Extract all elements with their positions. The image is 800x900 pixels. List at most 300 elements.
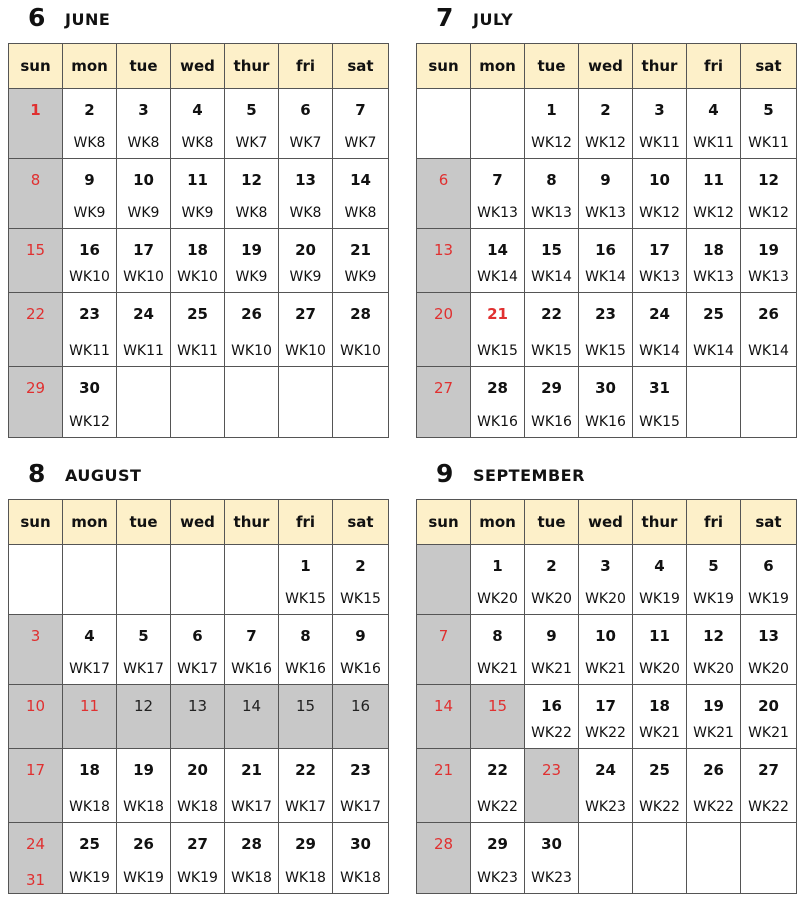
day-number: 6	[438, 171, 449, 189]
weekday-header-sun: sun	[9, 500, 63, 545]
day-number: 28	[241, 835, 262, 853]
weekday-header-tue: tue	[117, 44, 171, 89]
day-cell-content	[633, 749, 686, 822]
week-number: WK21	[639, 725, 680, 741]
day-cell	[525, 293, 579, 367]
day-number: 16	[595, 241, 616, 259]
day-cell-content	[117, 823, 170, 893]
week-number: WK18	[231, 870, 272, 886]
empty-day-cell	[687, 823, 741, 894]
week-number: WK21	[693, 725, 734, 741]
day-cell-content	[741, 293, 796, 366]
weekday-header-thur: thur	[225, 44, 279, 89]
day-cell-content	[471, 229, 524, 292]
day-number: 1	[546, 101, 557, 119]
day-number: 19	[241, 241, 262, 259]
day-cell-content	[525, 823, 578, 893]
week-number: WK16	[477, 414, 518, 430]
day-number: 23	[350, 761, 371, 779]
day-cell	[525, 749, 579, 823]
day-cell	[417, 159, 471, 229]
day-cell	[633, 229, 687, 293]
day-cell-content	[471, 749, 524, 822]
day-cell-content	[63, 89, 116, 158]
empty-day-cell	[225, 367, 279, 438]
day-number: 15	[295, 697, 316, 715]
day-cell	[63, 229, 117, 293]
week-number: WK23	[531, 870, 572, 886]
day-cell	[417, 367, 471, 438]
day-cell-content	[333, 615, 388, 684]
day-cell-content	[525, 615, 578, 684]
day-cell-content	[333, 545, 388, 614]
day-cell	[417, 749, 471, 823]
day-cell	[525, 545, 579, 615]
day-cell	[633, 685, 687, 749]
day-cell	[687, 229, 741, 293]
day-number: 18	[703, 241, 724, 259]
day-number: 20	[758, 697, 779, 715]
day-number: 21	[241, 761, 262, 779]
day-number: 2	[546, 557, 557, 575]
week-number: WK8	[73, 135, 106, 151]
week-number: WK19	[69, 870, 110, 886]
week-number: WK22	[477, 799, 518, 815]
week-number: WK7	[344, 135, 377, 151]
day-cell-content	[471, 89, 524, 158]
week-number: WK11	[693, 135, 734, 151]
week-number: WK20	[531, 591, 572, 607]
day-number: 11	[79, 697, 100, 715]
day-cell	[333, 229, 389, 293]
day-cell	[225, 159, 279, 229]
day-cell-content	[171, 89, 224, 158]
day-cell	[471, 545, 525, 615]
week-number: WK7	[289, 135, 322, 151]
day-cell-content	[687, 367, 740, 437]
calendar-body	[417, 89, 797, 438]
weekday-header-thur: thur	[633, 44, 687, 89]
day-cell	[279, 749, 333, 823]
day-cell-content	[471, 159, 524, 228]
weekday-header-sun: sun	[9, 44, 63, 89]
day-cell-content	[279, 293, 332, 366]
day-cell	[63, 823, 117, 894]
week-number: WK7	[235, 135, 268, 151]
empty-day-cell	[117, 545, 171, 615]
day-cell-content	[117, 159, 170, 228]
week-number: WK9	[127, 205, 160, 221]
day-number: 19	[703, 697, 724, 715]
weekday-header-mon: mon	[63, 44, 117, 89]
week-number: WK14	[693, 343, 734, 359]
month-number: 7	[436, 3, 454, 32]
day-cell-content	[579, 367, 632, 437]
week-row	[9, 89, 389, 159]
day-cell	[633, 749, 687, 823]
day-cell	[579, 293, 633, 367]
day-cell-content	[117, 367, 170, 437]
day-cell-content	[687, 293, 740, 366]
day-number: 13	[187, 697, 208, 715]
week-row	[417, 615, 797, 685]
day-cell	[117, 89, 171, 159]
day-cell	[9, 159, 63, 229]
day-cell-content	[633, 293, 686, 366]
day-cell-content	[471, 823, 524, 893]
day-number-secondary: 31	[25, 871, 46, 889]
day-number: 7	[246, 627, 257, 645]
day-number: 17	[25, 761, 46, 779]
week-number: WK15	[285, 591, 326, 607]
week-number: WK22	[693, 799, 734, 815]
day-cell	[117, 823, 171, 894]
day-cell-content	[333, 749, 388, 822]
week-number: WK16	[285, 661, 326, 677]
day-cell	[633, 159, 687, 229]
day-number: 19	[758, 241, 779, 259]
day-number: 13	[433, 241, 454, 259]
week-row	[9, 615, 389, 685]
week-number: WK8	[235, 205, 268, 221]
day-number: 14	[350, 171, 371, 189]
week-number: WK10	[285, 343, 326, 359]
day-cell-content	[333, 823, 388, 893]
day-number: 12	[133, 697, 154, 715]
day-number: 8	[300, 627, 311, 645]
week-number: WK22	[639, 799, 680, 815]
day-cell	[117, 615, 171, 685]
week-number: WK9	[73, 205, 106, 221]
day-cell-content	[417, 545, 470, 614]
day-number: 25	[187, 305, 208, 323]
day-cell-content	[225, 293, 278, 366]
day-cell-content	[9, 89, 62, 158]
week-row	[417, 229, 797, 293]
day-cell-content	[741, 823, 796, 893]
day-number: 17	[595, 697, 616, 715]
day-cell	[417, 823, 471, 894]
day-number: 26	[758, 305, 779, 323]
month-name: SEPTEMBER	[473, 466, 585, 485]
month-number: 6	[28, 3, 46, 32]
day-cell-content	[417, 159, 470, 228]
week-number: WK14	[639, 343, 680, 359]
day-cell	[279, 293, 333, 367]
day-number: 14	[241, 697, 262, 715]
day-cell	[687, 545, 741, 615]
day-cell-content	[279, 615, 332, 684]
week-number: WK15	[477, 343, 518, 359]
day-number: 16	[541, 697, 562, 715]
day-cell-content	[417, 229, 470, 292]
day-cell	[471, 749, 525, 823]
month-number: 8	[28, 459, 46, 488]
weekday-header-fri: fri	[687, 44, 741, 89]
week-number: WK10	[123, 269, 164, 285]
day-number: 29	[541, 379, 562, 397]
day-number: 7	[492, 171, 503, 189]
week-number: WK13	[748, 269, 789, 285]
day-number: 22	[295, 761, 316, 779]
day-cell-content	[741, 89, 796, 158]
day-cell-content	[9, 749, 62, 822]
day-number: 12	[703, 627, 724, 645]
day-cell	[9, 367, 63, 438]
week-number: WK13	[531, 205, 572, 221]
day-number: 22	[487, 761, 508, 779]
week-row	[9, 749, 389, 823]
week-number: WK23	[585, 799, 626, 815]
day-cell	[687, 615, 741, 685]
week-number: WK19	[693, 591, 734, 607]
day-cell-content	[525, 749, 578, 822]
day-cell-content	[633, 89, 686, 158]
day-number: 20	[433, 305, 454, 323]
week-number: WK14	[531, 269, 572, 285]
week-number: WK16	[231, 661, 272, 677]
day-cell-content	[333, 293, 388, 366]
day-cell-content	[525, 89, 578, 158]
day-cell-content	[741, 229, 796, 292]
day-number: 3	[138, 101, 149, 119]
week-number: WK11	[177, 343, 218, 359]
empty-day-cell	[9, 545, 63, 615]
weekday-header-sun: sun	[417, 500, 471, 545]
day-cell-content	[579, 685, 632, 748]
day-cell	[63, 159, 117, 229]
day-cell-content	[279, 749, 332, 822]
empty-day-cell	[171, 545, 225, 615]
day-cell	[9, 749, 63, 823]
day-number: 3	[600, 557, 611, 575]
day-number: 6	[300, 101, 311, 119]
month-name: JUNE	[65, 10, 111, 29]
day-number: 4	[654, 557, 665, 575]
day-cell-content	[63, 685, 116, 748]
week-number: WK14	[748, 343, 789, 359]
day-number: 1	[30, 101, 41, 119]
day-cell-content	[579, 749, 632, 822]
week-row	[9, 229, 389, 293]
week-row	[9, 159, 389, 229]
day-number: 13	[295, 171, 316, 189]
day-number: 18	[79, 761, 100, 779]
week-number: WK8	[289, 205, 322, 221]
day-cell	[579, 229, 633, 293]
day-cell	[171, 229, 225, 293]
day-cell	[9, 89, 63, 159]
day-cell-content	[333, 159, 388, 228]
day-number: 5	[708, 557, 719, 575]
day-cell-content	[171, 823, 224, 893]
day-cell	[9, 293, 63, 367]
day-cell	[279, 545, 333, 615]
day-number: 3	[30, 627, 41, 645]
day-cell	[471, 615, 525, 685]
day-cell	[471, 685, 525, 749]
week-number: WK22	[748, 799, 789, 815]
weekday-header-sun: sun	[417, 44, 471, 89]
weekday-header-wed: wed	[171, 500, 225, 545]
empty-day-cell	[417, 89, 471, 159]
calendar-grid	[416, 43, 797, 438]
week-number: WK15	[531, 343, 572, 359]
weekday-header-fri: fri	[687, 500, 741, 545]
day-cell	[117, 685, 171, 749]
day-number: 29	[487, 835, 508, 853]
empty-day-cell	[333, 367, 389, 438]
day-number: 16	[350, 697, 371, 715]
day-cell	[417, 293, 471, 367]
day-cell	[279, 823, 333, 894]
week-number: WK19	[177, 870, 218, 886]
day-cell-content	[633, 159, 686, 228]
day-cell-content	[687, 615, 740, 684]
day-number: 8	[546, 171, 557, 189]
day-cell-content	[687, 749, 740, 822]
day-cell	[9, 685, 63, 749]
day-cell	[63, 615, 117, 685]
day-cell	[417, 685, 471, 749]
day-cell-content	[333, 229, 388, 292]
day-cell	[117, 229, 171, 293]
day-cell-content	[225, 823, 278, 893]
weekday-header-tue: tue	[117, 500, 171, 545]
weekday-header-tue: tue	[525, 500, 579, 545]
day-cell	[63, 89, 117, 159]
week-number: WK16	[531, 414, 572, 430]
week-row	[9, 823, 389, 894]
day-number: 30	[541, 835, 562, 853]
day-number: 10	[595, 627, 616, 645]
day-cell-content	[687, 89, 740, 158]
day-number: 15	[25, 241, 46, 259]
day-cell-content	[687, 545, 740, 614]
day-number: 24	[649, 305, 670, 323]
week-number: WK13	[585, 205, 626, 221]
week-number: WK12	[639, 205, 680, 221]
day-cell-content	[633, 685, 686, 748]
day-cell-content	[471, 293, 524, 366]
day-cell	[171, 89, 225, 159]
day-number: 29	[25, 379, 46, 397]
week-row	[417, 293, 797, 367]
day-cell-content	[171, 293, 224, 366]
week-number: WK18	[123, 799, 164, 815]
day-number: 27	[295, 305, 316, 323]
week-number: WK11	[69, 343, 110, 359]
calendar-grid	[8, 43, 389, 438]
day-cell-content	[225, 89, 278, 158]
weekday-header-sat: sat	[333, 500, 389, 545]
day-cell-content	[471, 685, 524, 748]
weekday-header-sat: sat	[741, 44, 797, 89]
day-cell-content	[171, 545, 224, 614]
day-cell-content	[225, 229, 278, 292]
day-number: 30	[350, 835, 371, 853]
week-number: WK16	[585, 414, 626, 430]
day-number: 2	[84, 101, 95, 119]
day-cell	[333, 89, 389, 159]
week-number: WK20	[585, 591, 626, 607]
empty-day-cell	[687, 367, 741, 438]
week-number: WK11	[639, 135, 680, 151]
day-cell	[579, 615, 633, 685]
day-cell-content	[279, 367, 332, 437]
day-cell-content	[117, 685, 170, 748]
day-number: 30	[595, 379, 616, 397]
day-cell-content	[279, 823, 332, 893]
weekday-header-row	[417, 44, 797, 89]
week-row	[9, 685, 389, 749]
day-cell-content	[417, 293, 470, 366]
day-cell-content	[525, 293, 578, 366]
week-number: WK15	[585, 343, 626, 359]
day-cell	[333, 615, 389, 685]
weekday-header-row	[417, 500, 797, 545]
week-row	[417, 89, 797, 159]
day-cell-content	[579, 159, 632, 228]
day-cell	[225, 615, 279, 685]
calendar-grid	[416, 499, 797, 894]
day-cell-content	[417, 367, 470, 437]
week-number: WK15	[340, 591, 381, 607]
empty-day-cell	[225, 545, 279, 615]
day-cell	[333, 545, 389, 615]
empty-day-cell	[471, 89, 525, 159]
day-cell	[633, 367, 687, 438]
day-cell-content	[525, 685, 578, 748]
day-cell-content	[63, 823, 116, 893]
week-number: WK12	[69, 414, 110, 430]
day-number: 10	[25, 697, 46, 715]
day-cell	[279, 615, 333, 685]
month-name: AUGUST	[65, 466, 142, 485]
day-cell	[417, 615, 471, 685]
day-number: 8	[30, 171, 41, 189]
day-number: 26	[241, 305, 262, 323]
day-cell-content	[225, 367, 278, 437]
day-number: 27	[758, 761, 779, 779]
day-cell	[225, 685, 279, 749]
day-cell-content	[117, 615, 170, 684]
weekday-header-sat: sat	[741, 500, 797, 545]
day-number: 3	[654, 101, 665, 119]
day-number: 5	[246, 101, 257, 119]
weekday-header-wed: wed	[579, 44, 633, 89]
day-cell	[525, 685, 579, 749]
day-cell	[9, 823, 63, 894]
day-cell-content	[9, 823, 62, 893]
day-number: 21	[350, 241, 371, 259]
day-cell	[687, 749, 741, 823]
day-cell	[225, 89, 279, 159]
day-cell-content	[525, 367, 578, 437]
weekday-header-sat: sat	[333, 44, 389, 89]
day-cell-content	[279, 89, 332, 158]
day-cell	[471, 159, 525, 229]
day-number: 27	[187, 835, 208, 853]
day-cell	[279, 685, 333, 749]
day-cell-content	[579, 615, 632, 684]
day-cell-content	[117, 89, 170, 158]
week-number: WK20	[639, 661, 680, 677]
week-number: WK20	[748, 661, 789, 677]
day-cell-content	[525, 229, 578, 292]
day-cell	[633, 293, 687, 367]
day-number: 5	[138, 627, 149, 645]
